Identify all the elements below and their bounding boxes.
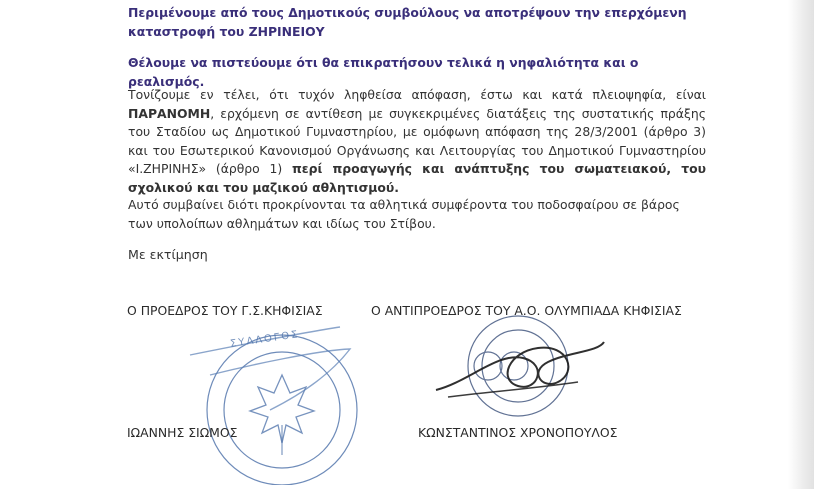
para3-bold-sports: περί προαγωγής και ανάπτυξης του σωματειακού, του σχολικού και του μαζικού αθλητισμού. [128, 161, 706, 195]
right-club-stamp [428, 312, 608, 422]
left-signatory-title: Ο ΠΡΟΕΔΡΟΣ ΤΟΥ Γ.Σ.ΚΗΦΙΣΙΑΣ [127, 303, 323, 318]
left-stamp-lettering: ΣΥΛΛΟΓΟΣ [229, 329, 301, 350]
scan-edge-shadow [788, 0, 814, 489]
paragraph-destruction-warning: Περιμένουμε από τους Δημοτικούς συμβούλους να αποτρέψουν την επερχόμενη καταστροφή του ΖΗΡΙΝΕΙΟΥ [128, 5, 687, 39]
paragraph-football-interest: Αυτό συμβαίνει διότι προκρίνονται τα αθλητικά συμφέροντα του ποδοσφαίρου σε βάρος των υπολοίπων αθλημάτων και ιδίως του Στίβου. [128, 197, 680, 231]
closing-regards: Με εκτίμηση [128, 247, 208, 262]
para3-text-1: Τονίζουμε εν τέλει, ότι τυχόν ληφθείσα απόφαση, έστω και κατά πλειοψηφία, είναι [128, 87, 706, 102]
paragraph-realism: Θέλουμε να πιστεύουμε ότι θα επικρατήσουν τελικά η νηφαλιότητα και ο ρεαλισμός. [128, 55, 639, 89]
paragraph-illegal-decision [128, 86, 706, 198]
left-signatory-name: ΙΩΑΝΝΗΣ ΣΙΩΜΟΣ [127, 425, 238, 440]
right-signatory-name: ΚΩΝΣΤΑΝΤΙΝΟΣ ΧΡΟΝΟΠΟΥΛΟΣ [418, 425, 618, 440]
para3-text-2: , ερχόμενη σε αντίθεση με συγκεκριμένες διατάξεις της συστατικής πράξης του Σταδίου ως Δημοτικού Γυμναστηρίου, με ομόφωνη απόφαση της 28/3/2001 (άρθρο 3) και του Εσωτερικού Κανονισμού Οργάνωσης και Λειτουργίας του Δημοτικού Γυμναστηρίου «Ι.ΖΗΡΙΝΗΣ» (άρθρο 1) [128, 105, 706, 177]
right-signatory-title: Ο ΑΝΤΙΠΡΟΕΔΡΟΣ ΤΟΥ Α.Ο. ΟΛΥΜΠΙΑΔΑ ΚΗΦΙΣΙΑΣ [371, 303, 682, 318]
para3-bold-illegal: ΠΑΡΑΝΟΜΗ [128, 105, 211, 121]
